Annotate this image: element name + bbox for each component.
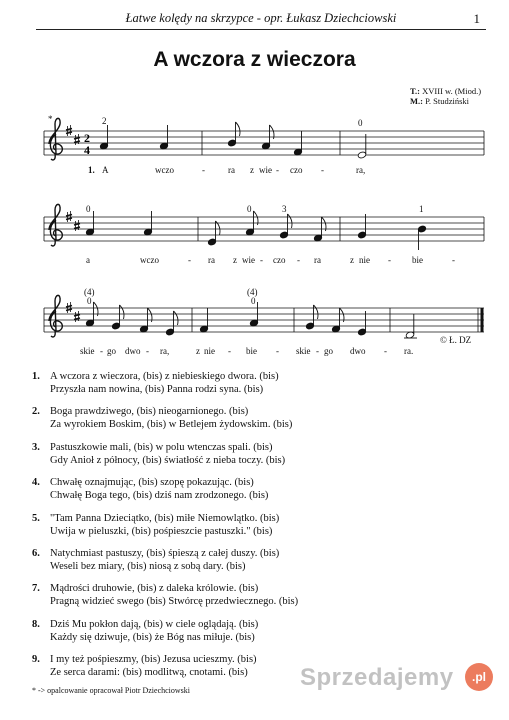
lyric-syllable: bie [412, 255, 423, 265]
staff-1 [44, 114, 484, 175]
lyric-syllable: - [321, 165, 324, 175]
verse-line: Za wyrokiem Boskim, (bis) w Betlejem żydowskim. (bis) [50, 419, 293, 431]
song-title: A wczora z wieczora [153, 48, 356, 71]
lyric-syllable: - [388, 255, 391, 265]
verse-line: Uwija w pieluszki, (bis) pośpieszcie pastuszki." (bis) [50, 525, 273, 537]
verse-line: "Tam Panna Dzieciątko, (bis) miłe Niemowlątko. (bis) [50, 512, 280, 524]
lyric-syllable: - [260, 255, 263, 265]
lyric-syllable: go [324, 346, 333, 356]
lyric-syllable: - [276, 165, 279, 175]
fingering-mark: 0 [251, 296, 256, 306]
verse-number: 3. [32, 441, 40, 453]
watermark-text: Sprzedajemy [300, 664, 454, 691]
fingering-mark: 0 [87, 296, 92, 306]
verse-item [32, 441, 472, 467]
time-signature-bottom: 4 [84, 143, 90, 157]
page-number: 1 [473, 11, 480, 26]
verse-line: Mądrości druhowie, (bis) z daleka królowie. (bis) [50, 583, 259, 595]
lyric-syllable: - [100, 346, 103, 356]
verse-line: Chwałę Boga tego, (bis) dziś nam zrodzonego. (bis) [50, 490, 269, 502]
treble-clef-icon [49, 204, 62, 246]
lyric-syllable: ra [314, 255, 321, 265]
lyric-syllable: - [228, 346, 231, 356]
verse-number: 8. [32, 618, 40, 630]
fingering-mark: 0 [358, 118, 363, 128]
lyric-syllable: z [250, 165, 254, 175]
verse-number: 5. [32, 512, 40, 524]
verse-line: Dziś Mu pokłon dają, (bis) w ciele oglądają. (bis) [50, 618, 259, 630]
lyric-syllable: - [452, 255, 455, 265]
lyric-syllable: skie [296, 346, 311, 356]
verse-number: 1. [32, 371, 40, 382]
sharp-f-icon [66, 302, 72, 313]
verses-list [32, 370, 472, 689]
lyric-syllable: wie [242, 255, 255, 265]
verse-item [32, 547, 472, 573]
lyric-syllable: bie [246, 346, 257, 356]
lyric-syllable: z [233, 255, 237, 265]
lyric-syllable: dwo [125, 346, 141, 356]
copyright-mark: © Ł. DZ [440, 335, 472, 345]
verse-line: Boga prawdziwego, (bis) nieogarnionego. (bis) [50, 406, 249, 418]
lyric-syllable: - [202, 165, 205, 175]
verse-item [32, 370, 472, 396]
verse-line: Ze serca darami: (bis) modlitwą, cnotami. (bis) [50, 667, 248, 679]
lyric-syllable: - [297, 255, 300, 265]
lyric-syllable: - [146, 346, 149, 356]
verse-line: Pastuszkowie mali, (bis) w polu wtenczas spali. (bis) [50, 441, 273, 453]
verse-line: Przyszła nam nowina, (bis) Panna rodzi syna. (bis) [50, 384, 264, 395]
verse-item [32, 405, 472, 431]
verse-line: Weseli bez miary, (bis) niosą z sobą dary. (bis) [50, 560, 246, 572]
verse-number: 2. [32, 406, 40, 418]
fingering-mark: 1 [419, 204, 424, 214]
watermark-logo [300, 660, 500, 700]
lyric-syllable: - [276, 346, 279, 356]
verse-number: 9. [32, 654, 40, 666]
sharp-f-icon [66, 125, 72, 136]
verse-line: I my też pośpieszmy, (bis) Jezusa ucieszmy. (bis) [50, 654, 257, 666]
staff-3 [44, 287, 484, 356]
staff-2 [44, 204, 484, 265]
credit-music-label: M.: [410, 96, 423, 106]
fingering-mark: (4) [84, 287, 95, 297]
verse-line: Gdy Anioł z północy, (bis) światłość z nieba toczy. (bis) [50, 454, 286, 466]
lyric-syllable: a [86, 255, 90, 265]
lyric-syllable: nie [359, 255, 370, 265]
lyric-syllable: nie [204, 346, 215, 356]
fingering-mark: * [48, 114, 53, 124]
lyric-syllable: z [196, 346, 200, 356]
lyric-syllable: skie [80, 346, 95, 356]
verse-number: 4. [32, 477, 40, 489]
lyric-syllable: z [350, 255, 354, 265]
lyric-syllable: ra [208, 255, 215, 265]
verse-line: Natychmiast pastuszy, (bis) śpieszą z całej duszy. (bis) [50, 547, 280, 559]
treble-clef-icon [49, 118, 62, 160]
verse-line: Pragną widzieć swego (bis) Stwórcę przedwiecznego. (bis) [50, 596, 299, 608]
lyric-syllable: wie [259, 165, 272, 175]
lyric-syllable: ra. [404, 346, 414, 356]
verse-item [32, 512, 472, 538]
watermark-badge: .pl [465, 663, 493, 691]
lyric-syllable: A [102, 165, 109, 175]
fingering-mark: (4) [247, 287, 258, 297]
verse-label: 1. [88, 165, 95, 175]
verse-line: Chwałę oznajmując, (bis) szopę pokazując. (bis) [50, 477, 254, 489]
credit-music: P. Studziński [425, 96, 470, 106]
footnote: * -> opalcowanie opracował Piotr Dziechciowski [32, 686, 191, 695]
credit-text-label: T.: [410, 86, 420, 96]
verse-item [32, 618, 472, 644]
lyric-syllable: dwo [350, 346, 366, 356]
lyric-syllable: ra, [356, 165, 366, 175]
lyric-syllable: ra [228, 165, 235, 175]
lyric-syllable: czo [290, 165, 303, 175]
lyric-syllable: go [107, 346, 116, 356]
lyric-syllable: - [188, 255, 191, 265]
verse-number: 6. [32, 547, 40, 559]
lyric-syllable: - [316, 346, 319, 356]
verse-item [32, 582, 472, 608]
book-title: Łatwe kolędy na skrzypce - opr. Łukasz Dziechciowski [125, 11, 397, 25]
fingering-mark: 0 [86, 204, 91, 214]
time-signature-top: 2 [84, 131, 90, 145]
lyric-syllable: ra, [160, 346, 170, 356]
staff-3-notes [85, 302, 417, 339]
staff-1-notes [99, 122, 366, 159]
sharp-f-icon [66, 211, 72, 222]
fingering-mark: 2 [102, 116, 107, 126]
lyric-syllable: - [384, 346, 387, 356]
treble-clef-icon [49, 295, 62, 337]
credit-text: XVIII w. (Miod.) [422, 86, 482, 96]
verse-line: Każdy się dziwuje, (bis) że Bóg nas miłuje. (bis) [50, 631, 255, 643]
verse-item [32, 476, 472, 502]
verse-number: 7. [32, 583, 40, 595]
lyric-syllable: wczo [140, 255, 159, 265]
fingering-mark: 0 [247, 204, 252, 214]
lyric-syllable: wczo [155, 165, 174, 175]
verse-line: A wczora z wieczora, (bis) z niebieskiego dwora. (bis) [50, 371, 279, 382]
lyric-syllable: czo [273, 255, 286, 265]
fingering-mark: 3 [282, 204, 287, 214]
